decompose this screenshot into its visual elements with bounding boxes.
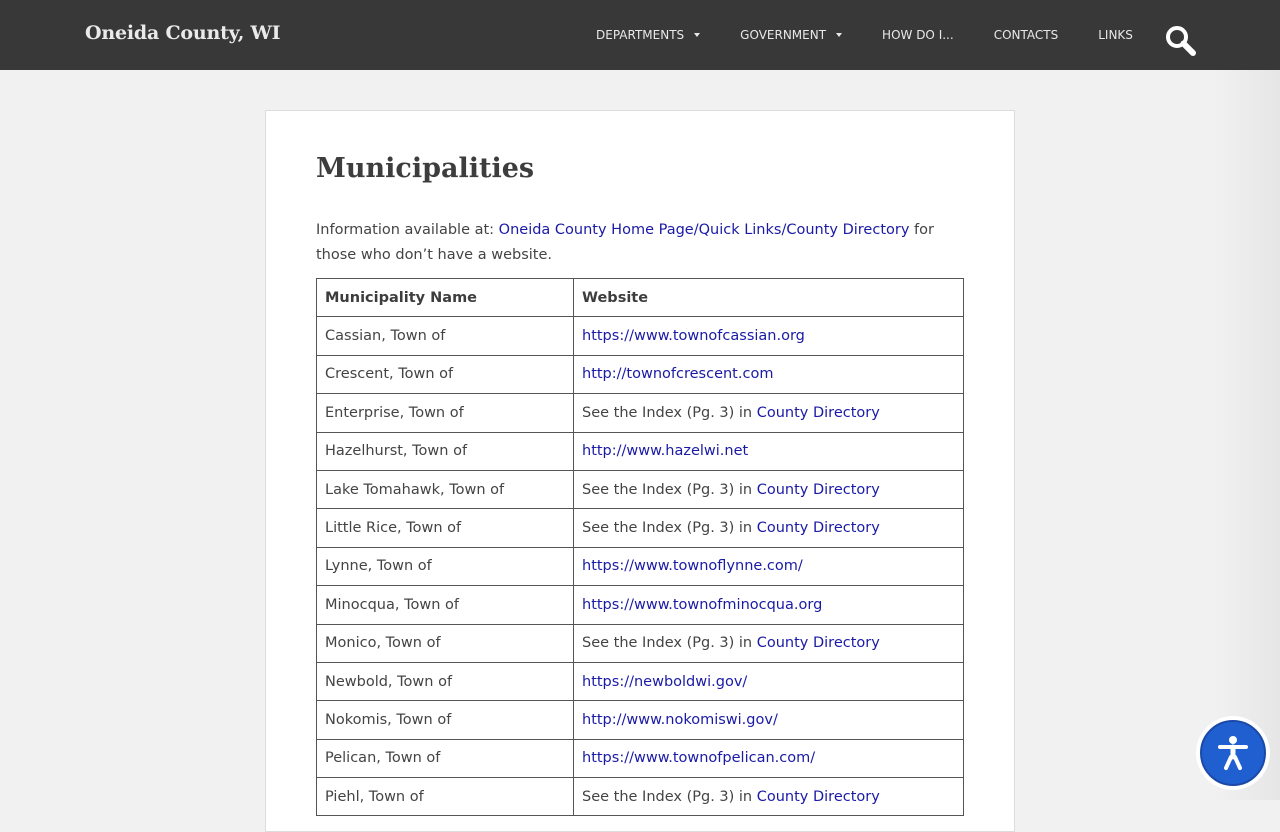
county-directory-link[interactable]: County Directory [756, 635, 880, 652]
website-link[interactable]: http://townofcrescent.com [582, 366, 774, 383]
municipality-name: Little Rice, Town of [317, 509, 574, 547]
table-row [317, 317, 964, 355]
county-directory-link[interactable]: Oneida County Home Page/Quick Links/County Directory [498, 222, 910, 238]
nav-item-label: HOW DO I... [882, 28, 954, 42]
table-row [317, 739, 964, 777]
table-row [317, 355, 964, 393]
website-link[interactable]: http://www.hazelwi.net [582, 443, 749, 460]
municipality-website [574, 624, 964, 662]
municipality-website [574, 509, 964, 547]
municipality-website [574, 586, 964, 624]
municipality-name: Lake Tomahawk, Town of [317, 470, 574, 508]
caret-down-icon [694, 33, 700, 37]
county-directory-link[interactable]: County Directory [756, 481, 880, 498]
municipality-website [574, 778, 964, 816]
municipality-name: Hazelhurst, Town of [317, 432, 574, 470]
municipality-name: Nokomis, Town of [317, 701, 574, 739]
table-row [317, 470, 964, 508]
website-link[interactable]: https://www.townofcassian.org [582, 328, 805, 345]
municipality-website [574, 394, 964, 432]
caret-down-icon [836, 33, 842, 37]
search-icon [1164, 24, 1198, 58]
index-note: See the Index (Pg. 3) in [582, 404, 757, 421]
website-link[interactable]: https://www.townofpelican.com/ [582, 750, 816, 767]
site-header [0, 0, 1280, 70]
nav-item-contacts[interactable] [994, 28, 1059, 42]
column-header-website: Website [574, 279, 964, 317]
municipality-website [574, 662, 964, 700]
county-directory-link[interactable]: County Directory [756, 404, 880, 421]
municipality-name: Cassian, Town of [317, 317, 574, 355]
index-note: See the Index (Pg. 3) in [582, 635, 757, 652]
scroll-shade [1215, 70, 1280, 800]
nav-item-label: GOVERNMENT [740, 28, 827, 42]
website-link[interactable]: https://www.townofminocqua.org [582, 596, 823, 613]
index-note: See the Index (Pg. 3) in [582, 788, 757, 805]
municipality-name: Pelican, Town of [317, 739, 574, 777]
municipality-website [574, 739, 964, 777]
website-link[interactable]: https://newboldwi.gov/ [582, 673, 748, 690]
municipality-website [574, 547, 964, 585]
table-row [317, 509, 964, 547]
municipality-website [574, 355, 964, 393]
nav-item-departments[interactable] [596, 28, 700, 42]
county-directory-link[interactable]: County Directory [756, 788, 880, 805]
municipality-name: Newbold, Town of [317, 662, 574, 700]
table-row [317, 394, 964, 432]
table-row [317, 624, 964, 662]
municipality-name: Minocqua, Town of [317, 586, 574, 624]
table-row [317, 778, 964, 816]
table-row [317, 586, 964, 624]
nav-item-label: CONTACTS [993, 28, 1059, 42]
main-nav [596, 0, 1173, 70]
municipalities-table [316, 278, 964, 816]
table-row [317, 547, 964, 585]
index-note: See the Index (Pg. 3) in [582, 481, 757, 498]
nav-item-label: DEPARTMENTS [596, 28, 685, 42]
intro-prefix: Information available at: [316, 222, 499, 238]
municipality-name: Monico, Town of [317, 624, 574, 662]
website-link[interactable]: https://www.townoflynne.com/ [582, 558, 803, 575]
content-card [265, 110, 1015, 832]
site-title[interactable]: Oneida County, WI [85, 22, 281, 44]
accessibility-button[interactable] [1196, 716, 1270, 790]
column-header-name: Municipality Name [317, 279, 574, 317]
municipality-name: Crescent, Town of [317, 355, 574, 393]
municipality-website [574, 432, 964, 470]
municipality-name: Lynne, Town of [317, 547, 574, 585]
accessibility-button-inner [1200, 720, 1266, 786]
table-header-row [317, 279, 964, 317]
nav-item-how-do-i[interactable] [882, 28, 954, 42]
intro-suffix: for those who don’t have a website. [316, 222, 934, 263]
municipality-website [574, 470, 964, 508]
page-title: Municipalities [316, 153, 535, 184]
county-directory-link[interactable]: County Directory [756, 520, 880, 537]
website-link[interactable]: http://www.nokomiswi.gov/ [582, 711, 778, 728]
municipality-name: Piehl, Town of [317, 778, 574, 816]
search-button[interactable] [1164, 24, 1198, 58]
municipality-website [574, 317, 964, 355]
intro-text [316, 218, 966, 268]
index-note: See the Index (Pg. 3) in [582, 520, 757, 537]
table-row [317, 432, 964, 470]
accessibility-icon [1202, 722, 1264, 784]
municipality-website [574, 701, 964, 739]
table-row [317, 701, 964, 739]
nav-item-links[interactable] [1098, 28, 1133, 42]
nav-item-label: LINKS [1098, 28, 1133, 42]
table-row [317, 662, 964, 700]
nav-item-government[interactable] [740, 28, 842, 42]
municipality-name: Enterprise, Town of [317, 394, 574, 432]
